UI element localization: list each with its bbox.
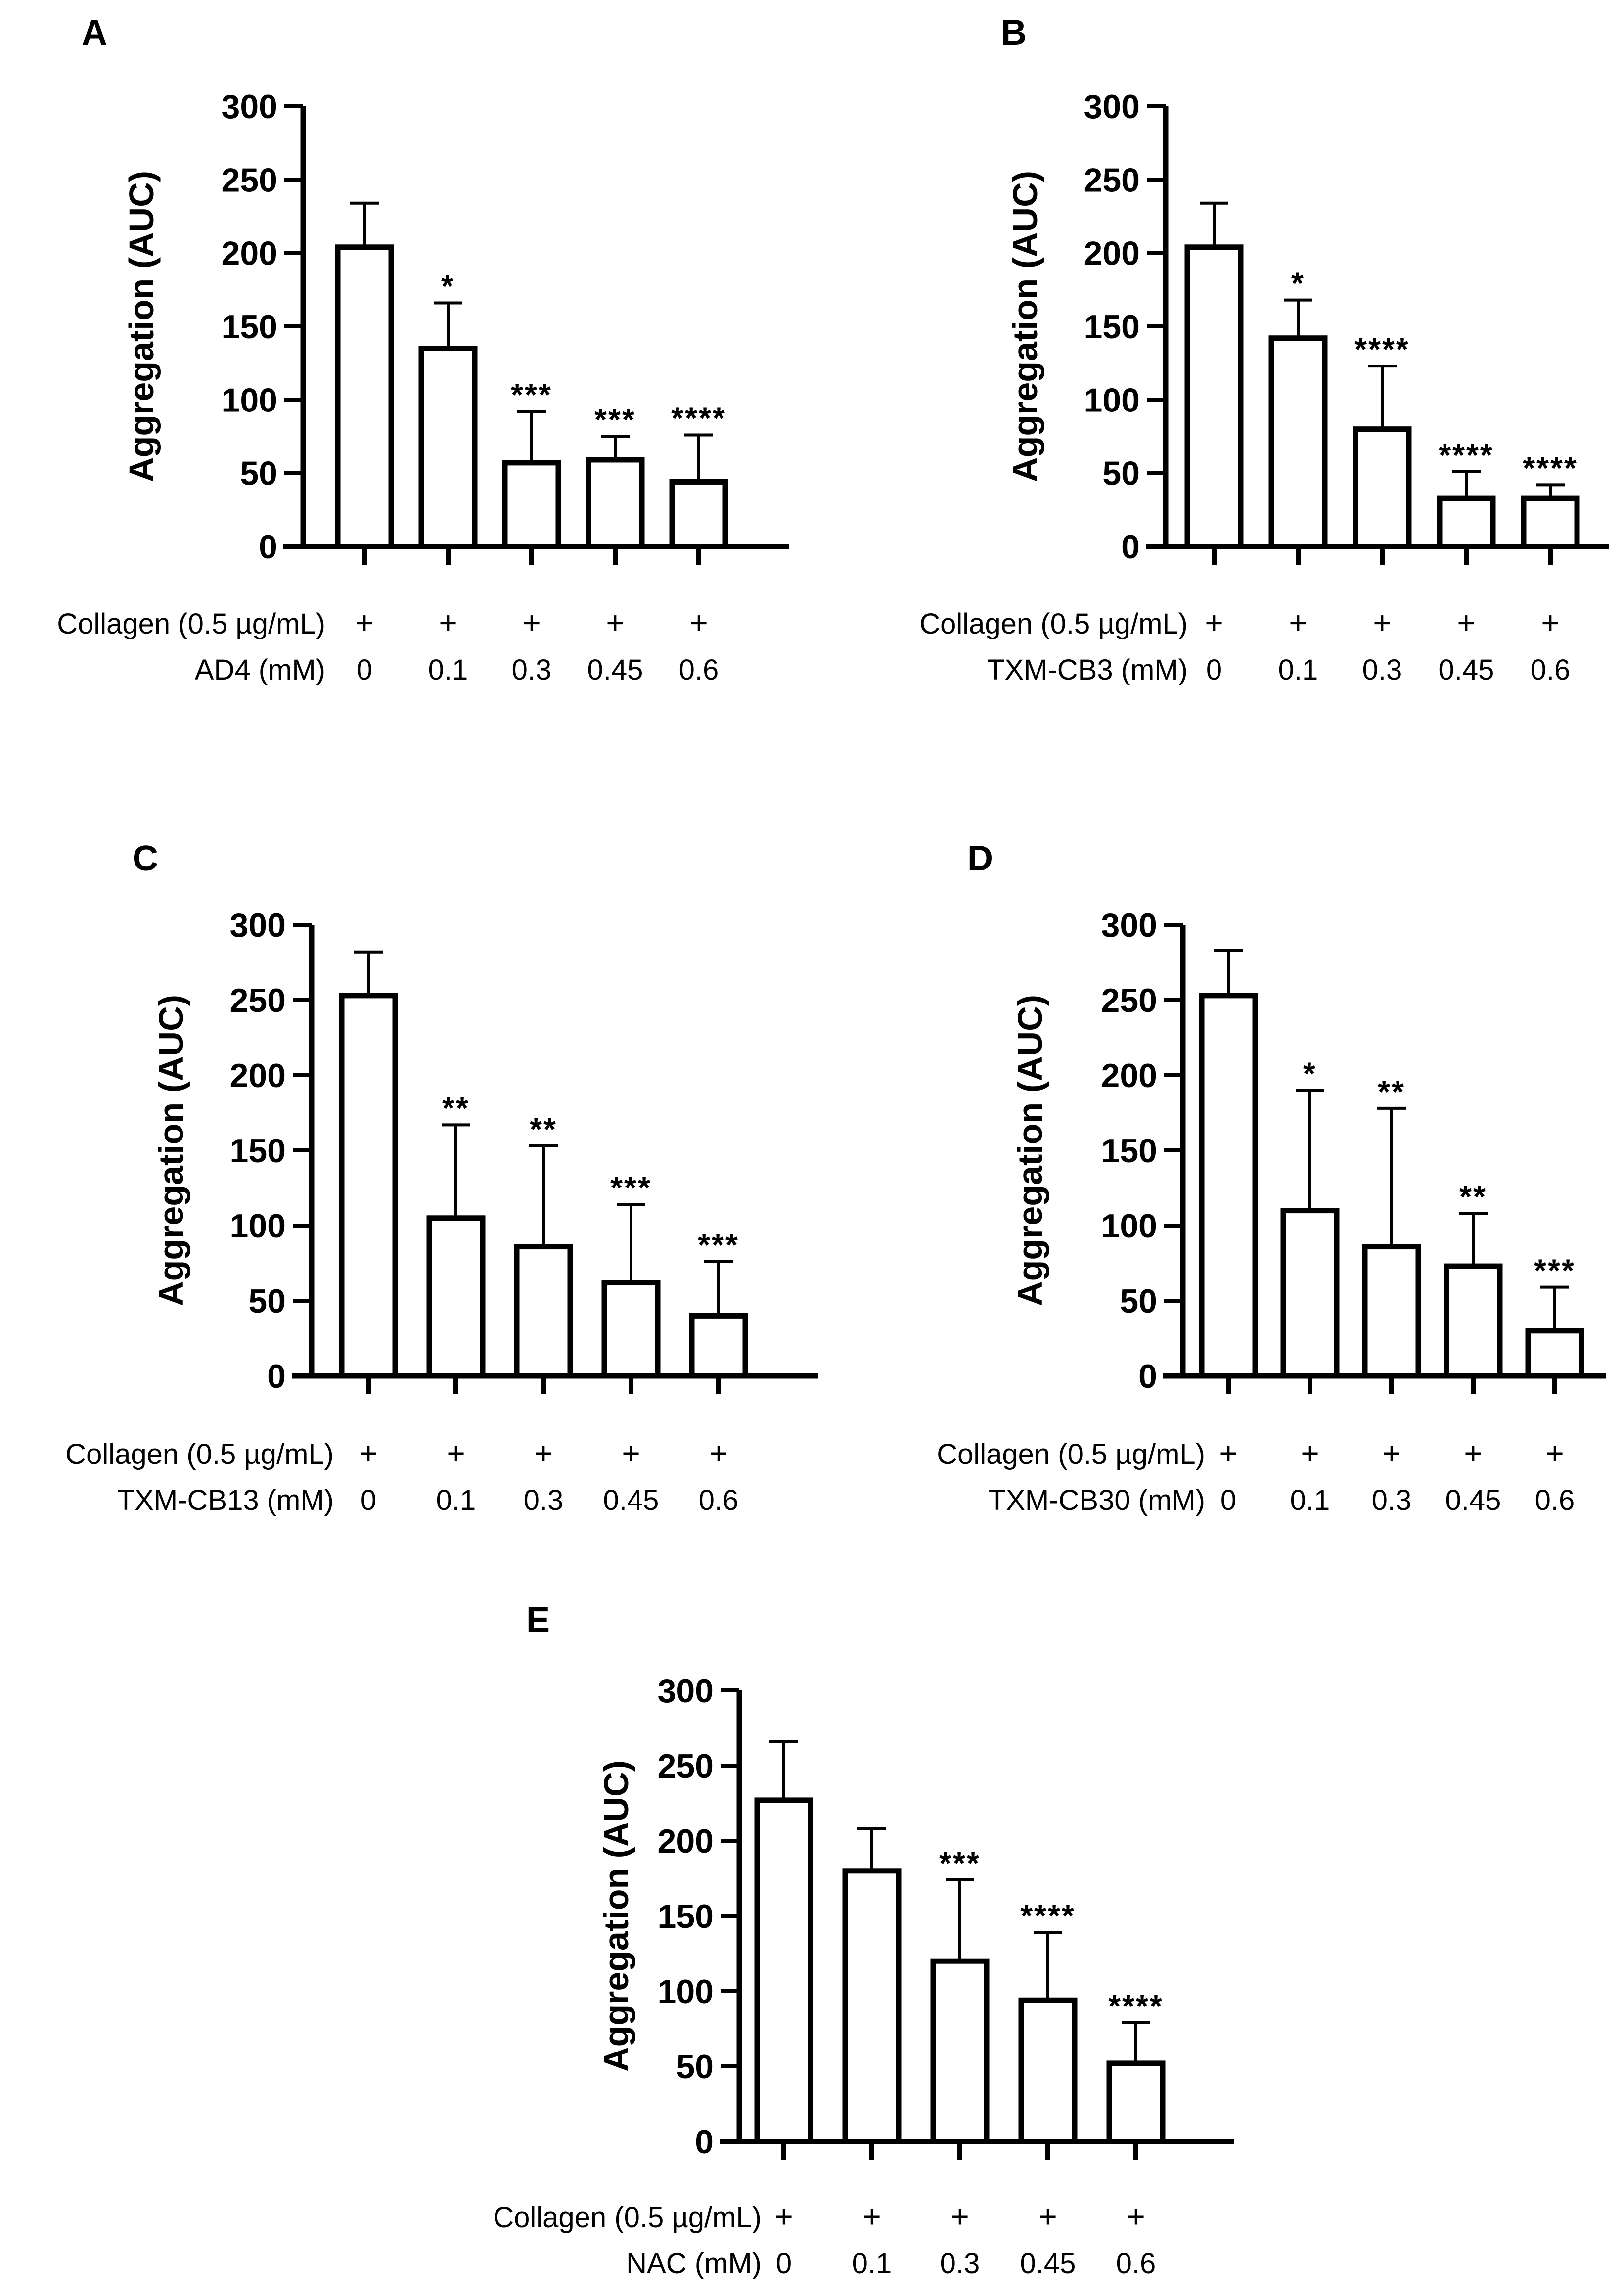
y-tick-label: 150 xyxy=(229,1132,286,1170)
y-tick-label: 150 xyxy=(657,1898,714,1935)
concentration-value: 0.3 xyxy=(523,1484,564,1516)
collagen-plus: + xyxy=(862,2198,881,2234)
bar xyxy=(338,247,391,547)
collagen-plus: + xyxy=(439,605,457,640)
bar-chart xyxy=(812,0,1624,772)
y-tick-label: 200 xyxy=(1083,234,1140,273)
significance-stars: **** xyxy=(1439,437,1494,473)
collagen-plus: + xyxy=(1289,605,1308,640)
significance-stars: **** xyxy=(1020,1898,1076,1934)
concentration-value: 0.45 xyxy=(1020,2247,1076,2280)
bar xyxy=(517,1247,570,1376)
concentration-value: 0.1 xyxy=(436,1484,476,1516)
bar xyxy=(1021,2000,1075,2142)
bar xyxy=(505,463,558,547)
significance-stars: * xyxy=(441,268,455,304)
collagen-plus: + xyxy=(534,1435,553,1471)
collagen-plus: + xyxy=(689,605,708,640)
y-tick-label: 150 xyxy=(221,308,277,346)
collagen-plus: + xyxy=(606,605,625,640)
bar xyxy=(1365,1247,1418,1376)
collagen-plus: + xyxy=(359,1435,378,1471)
treatment-row-label: TXM-CB30 (mM) xyxy=(988,1484,1205,1516)
significance-stars: * xyxy=(1291,265,1305,301)
bar xyxy=(757,1800,811,2142)
collagen-plus: + xyxy=(1464,1435,1483,1471)
collagen-row-label: Collagen (0.5 µg/mL) xyxy=(937,1438,1205,1470)
collagen-plus: + xyxy=(1382,1435,1401,1471)
concentration-value: 0.3 xyxy=(511,654,552,686)
bar xyxy=(1283,1211,1337,1376)
concentration-value: 0.1 xyxy=(1278,654,1318,686)
y-tick-label: 100 xyxy=(657,1973,714,2010)
significance-stars: **** xyxy=(1523,450,1578,486)
concentration-value: 0 xyxy=(1220,1484,1237,1516)
y-axis-label: Aggregation (AUC) xyxy=(152,995,190,1306)
y-tick-label: 300 xyxy=(1101,907,1157,944)
y-tick-label: 250 xyxy=(1083,161,1140,199)
y-tick-label: 300 xyxy=(229,907,286,944)
significance-stars: *** xyxy=(698,1227,739,1263)
panel-a xyxy=(0,0,812,772)
collagen-plus: + xyxy=(1127,2198,1145,2234)
y-tick-label: 250 xyxy=(657,1747,714,1785)
y-tick-label: 200 xyxy=(1101,1057,1157,1094)
y-tick-label: 250 xyxy=(221,161,277,199)
concentration-value: 0.3 xyxy=(1362,654,1402,686)
significance-stars: ** xyxy=(1459,1179,1487,1215)
concentration-value: 0.6 xyxy=(698,1484,739,1516)
collagen-plus: + xyxy=(1457,605,1476,640)
panel-d-letter: D xyxy=(967,839,993,878)
concentration-value: 0.6 xyxy=(1116,2247,1156,2280)
y-tick-label: 0 xyxy=(695,2123,714,2161)
y-tick-label: 250 xyxy=(229,982,286,1019)
bar-chart xyxy=(0,1583,1624,2280)
collagen-plus: + xyxy=(1301,1435,1319,1471)
y-tick-label: 300 xyxy=(1083,88,1140,126)
y-tick-label: 250 xyxy=(1101,982,1157,1019)
y-tick-label: 200 xyxy=(221,234,277,273)
y-axis-label: Aggregation (AUC) xyxy=(122,171,161,482)
concentration-value: 0 xyxy=(1206,654,1222,686)
y-axis-label: Aggregation (AUC) xyxy=(1011,995,1049,1306)
collagen-plus: + xyxy=(1545,1435,1564,1471)
panel-b-letter: B xyxy=(1001,13,1027,52)
bar xyxy=(1528,1331,1581,1376)
concentration-value: 0.45 xyxy=(603,1484,659,1516)
y-tick-label: 50 xyxy=(248,1282,286,1320)
bar xyxy=(1524,498,1577,547)
y-tick-label: 200 xyxy=(657,1823,714,1860)
collagen-row-label: Collagen (0.5 µg/mL) xyxy=(919,608,1188,640)
panel-e xyxy=(0,1583,1624,2280)
significance-stars: *** xyxy=(594,402,636,438)
significance-stars: ** xyxy=(442,1090,470,1126)
bar xyxy=(342,996,395,1376)
concentration-value: 0.6 xyxy=(1534,1484,1575,1516)
y-tick-label: 200 xyxy=(229,1057,286,1094)
y-tick-label: 150 xyxy=(1101,1132,1157,1170)
collagen-row-label: Collagen (0.5 µg/mL) xyxy=(493,2201,762,2234)
y-tick-label: 0 xyxy=(259,528,277,566)
bar-chart xyxy=(0,821,851,1593)
collagen-plus: + xyxy=(447,1435,465,1471)
y-tick-label: 100 xyxy=(1101,1207,1157,1245)
collagen-plus: + xyxy=(355,605,374,640)
concentration-value: 0.1 xyxy=(1290,1484,1330,1516)
collagen-plus: + xyxy=(1205,605,1223,640)
concentration-value: 0.6 xyxy=(678,654,719,686)
concentration-value: 0.1 xyxy=(852,2247,892,2280)
concentration-value: 0.6 xyxy=(1530,654,1571,686)
significance-stars: *** xyxy=(511,377,552,413)
significance-stars: ** xyxy=(1378,1073,1405,1109)
concentration-value: 0.1 xyxy=(428,654,468,686)
y-tick-label: 100 xyxy=(1083,381,1140,419)
bar xyxy=(672,482,725,547)
treatment-row-label: AD4 (mM) xyxy=(194,654,325,686)
y-tick-label: 50 xyxy=(1102,455,1140,493)
collagen-row-label: Collagen (0.5 µg/mL) xyxy=(57,608,325,640)
y-tick-label: 100 xyxy=(229,1207,286,1245)
concentration-value: 0 xyxy=(775,2247,792,2280)
panel-a-letter: A xyxy=(82,13,107,52)
bar xyxy=(845,1871,899,2142)
treatment-row-label: NAC (mM) xyxy=(626,2247,762,2280)
concentration-value: 0 xyxy=(360,1484,377,1516)
significance-stars: *** xyxy=(1534,1252,1576,1288)
concentration-value: 0.45 xyxy=(1445,1484,1501,1516)
collagen-plus: + xyxy=(1038,2198,1057,2234)
collagen-row-label: Collagen (0.5 µg/mL) xyxy=(65,1438,334,1470)
concentration-value: 0 xyxy=(356,654,373,686)
y-tick-label: 300 xyxy=(221,88,277,126)
significance-stars: * xyxy=(1303,1055,1317,1092)
bar xyxy=(421,349,475,547)
y-tick-label: 0 xyxy=(1121,528,1140,566)
bar xyxy=(604,1283,658,1376)
significance-stars: *** xyxy=(939,1845,981,1881)
treatment-row-label: TXM-CB13 (mM) xyxy=(117,1484,334,1516)
bar xyxy=(692,1316,745,1376)
collagen-plus: + xyxy=(522,605,541,640)
significance-stars: ** xyxy=(530,1111,557,1147)
bar xyxy=(1109,2063,1163,2142)
y-tick-label: 150 xyxy=(1083,308,1140,346)
bar xyxy=(933,1961,987,2142)
collagen-plus: + xyxy=(1541,605,1560,640)
bar xyxy=(588,460,642,547)
bar xyxy=(1355,429,1409,547)
bar-chart xyxy=(0,0,812,772)
panel-e-letter: E xyxy=(526,1600,550,1640)
y-tick-label: 0 xyxy=(267,1358,286,1395)
panel-b xyxy=(812,0,1624,772)
significance-stars: *** xyxy=(610,1170,652,1206)
y-tick-label: 0 xyxy=(1138,1358,1157,1395)
y-tick-label: 50 xyxy=(240,455,277,493)
bar xyxy=(1446,1266,1500,1376)
panel-c-letter: C xyxy=(133,839,158,878)
y-tick-label: 50 xyxy=(676,2048,714,2086)
y-axis-label: Aggregation (AUC) xyxy=(597,1760,635,2072)
collagen-plus: + xyxy=(950,2198,969,2234)
bar-chart xyxy=(812,821,1624,1593)
collagen-plus: + xyxy=(1373,605,1392,640)
significance-stars: **** xyxy=(671,400,726,436)
panel-d xyxy=(812,821,1624,1593)
collagen-plus: + xyxy=(774,2198,793,2234)
y-tick-label: 50 xyxy=(1120,1282,1157,1320)
significance-stars: **** xyxy=(1108,1988,1164,2024)
bar xyxy=(1187,247,1241,547)
y-axis-label: Aggregation (AUC) xyxy=(1006,171,1044,482)
concentration-value: 0.3 xyxy=(1371,1484,1412,1516)
y-tick-label: 100 xyxy=(221,381,277,419)
concentration-value: 0.45 xyxy=(1438,654,1494,686)
bar xyxy=(1440,498,1493,547)
concentration-value: 0.45 xyxy=(587,654,643,686)
collagen-plus: + xyxy=(709,1435,728,1471)
panel-c xyxy=(0,821,851,1593)
concentration-value: 0.3 xyxy=(940,2247,980,2280)
bar xyxy=(429,1218,483,1376)
treatment-row-label: TXM-CB3 (mM) xyxy=(987,654,1188,686)
collagen-plus: + xyxy=(1219,1435,1238,1471)
collagen-plus: + xyxy=(622,1435,640,1471)
significance-stars: **** xyxy=(1354,331,1410,367)
bar xyxy=(1271,338,1325,547)
y-tick-label: 300 xyxy=(657,1672,714,1710)
bar xyxy=(1202,996,1255,1376)
